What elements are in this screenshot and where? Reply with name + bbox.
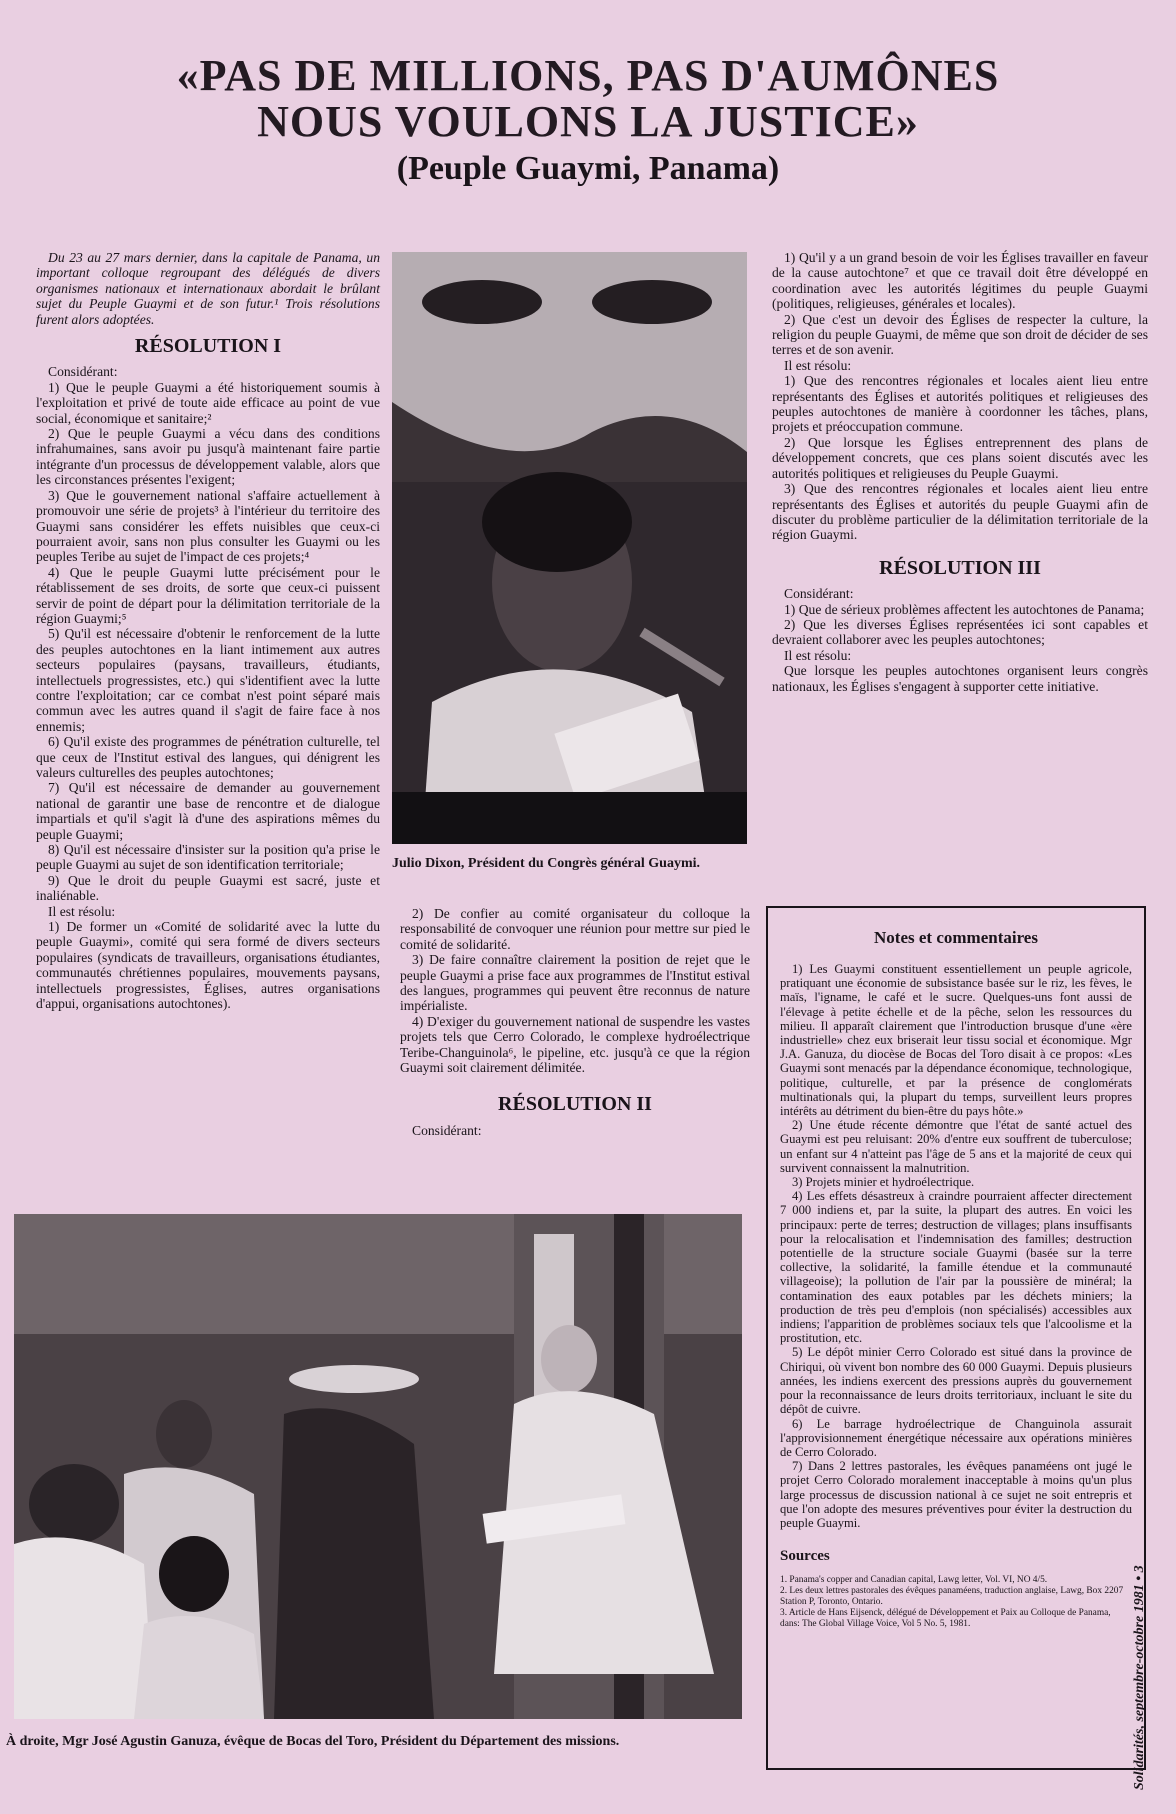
res3-item: 2) Que les diverses Églises représentées ici sont capables et devraient collaborer avec les peuples autochtones; [772,616,1148,648]
source-item: 3. Article de Hans Eijsenck, délégué de Développement et Paix au Colloque de Panama, dans: The Global Village Voice, Vol 5 No. 5, 1981. [780,1608,1111,1630]
note-item: 4) Les effets désastreux à craindre pourraient affecter directement 7 000 indiens et, par la suite, la plupart des autres. En voici les principaux: perte de terres; destruction de villages; plans insuffisants pour la relocalisation et l'indemnisation des familles; destruction potentielle de la structure sociale Guaymi (basée sur la terre collective, la solidarité, la famille étendue et la communauté villageoise); la pollution de l'air par la poussière de minéral; la contamination des eaux potables par les déchets miniers; la production de très peu d'emplois (non spécialisés) accessibles aux indiens; l'apparition de problèmes sociaux tels que l'alcoolisme et la prostitution, etc. [780,1189,1132,1346]
note-item: 6) Le barrage hydroélectrique de Changuinola assurait l'approvisionnement énergétique nécessaire aux opérations minières de Cerro Colorado. [780,1416,1132,1459]
note-item: 3) Projets minier et hydroélectrique. [792,1175,975,1190]
headline-line-2: NOUS VOULONS LA JUSTICE» [257,97,919,146]
note-item: 5) Le dépôt minier Cerro Colorado est situé dans la province de Chiriqui, où vivent bon nombre des 60 000 Guaymi. Depuis plusieurs années, les indiens exercent des pressions auprès du gouvernement pour la reconnaissance de leurs droits territoriaux, incluant le site du dépôt de cuivre. [780,1345,1132,1417]
res1-item: 1) Que le peuple Guaymi a été historiquement soumis à l'exploitation et privé de toute aide efficace au point de vue social, économique et sanitaire;² [36,379,380,426]
note-item: 7) Dans 2 lettres pastorales, les évêques panaméens ont jugé le projet Cerro Colorado moralement inacceptable à moins qu'un plus large processus de discussion national à ce sujet ne soit entrepris et que l'on adopte des mesures préventives pour éviter la destruction du peuple Guaymi. [780,1459,1132,1530]
res3-resolu-text: Que lorsque les peuples autochtones organisent leurs congrès nationaux, les Églises s'engagent à supporter cette initiative. [772,663,1148,694]
res1-item: 5) Qu'il est nécessaire d'obtenir le renforcement de la lutte des peuples autochtones en la liant intimement aux autres secteurs populaires (paysans, travailleurs, étudiants, intellectuels progressistes, etc.) qui s'identifient avec la lutte contre l'exploitation; car ce combat n'est point séparé mais commun avec les autres quand il s'agit de faire face à nos ennemis; [36,626,380,734]
res2-item: 1) Qu'il y a un grand besoin de voir les Églises travailler en faveur de la cause autochtone⁷ et que ce travail doit être développé en coordination avec les autorités légitimes du peuple Guaymi (politiques, religieuses, générales et locales). [772,250,1148,312]
left-column [36,250,380,1012]
headline-line-1: «PAS DE MILLIONS, PAS D'AUMÔNES [176,51,1000,100]
res1-resolu-item: 3) De faire connaître clairement la position de rejet que le peuple Guaymi a prise face aux programmes de l'Institut estival des langues, programmes qui peuvent être reconnus de nature impérialiste. [400,952,750,1014]
footer-publication: Solidarités, septembre-octobre 1981 • 3 [1132,1565,1147,1790]
notes-list [780,962,1132,1530]
res1-item: 9) Que le droit du peuple Guaymi est sacré, juste et inaliénable. [36,872,380,904]
source-item: 1. Panama's copper and Canadian capital, Lawg letter, Vol. VI, NO 4/5. [780,1575,1048,1586]
sources-title: Sources [780,1548,830,1565]
note-item: 2) Une étude récente démontre que l'état de santé actuel des Guaymi est peu reluisant: 20% d'entre eux souffrent de tuberculose; un enfant sur 4 n'atteint pas l'âge de 5 ans et la majorité de ceux qui survivent connaissent la malnutrition. [780,1118,1132,1175]
photo-placeholder [14,1214,742,1719]
resolution-2-heading: RÉSOLUTION II [498,1093,652,1116]
res1-item: 3) Que le gouvernement national s'affaire actuellement à promouvoir une série de projets³ à l'intérieur du territoire des Guaymi sans considérer les effets nuisibles que ceux-ci pourraient avoir, sans non plus consulter les Guaymi ou les peuples Teribe au sujet de l'impact de ces projets;⁴ [36,487,380,565]
res2-resolu-item: 1) Que des rencontres régionales et locales aient lieu entre représentants des Églises et autorités politiques et religieuses des peuples autochtones de manière à coordonner les tâches, plans, projets et préoccupation commune. [772,373,1148,435]
res2-resolu-item: 3) Que des rencontres régionales et locales aient lieu entre représentants des Églises et autorités du peuple Guaymi afin de discuter du problème particulier de la délimitation territoriale de la région Guaymi. [772,481,1148,543]
notes-box [766,906,1146,1770]
res1-item: 6) Qu'il existe des programmes de pénétration culturelle, tel que ceux de l'Institut estival des langues, qui dénigrent les valeurs culturelles des peuples autochtones; [36,734,380,780]
res2-considerant: Considérant: [412,1122,482,1138]
right-column [772,250,1148,694]
photo-mgr-ganuza [14,1214,742,1719]
source-item: 2. Les deux lettres pastorales des évêques panaméens, traduction anglaise, Lawg, Box 2207 Station P, Toronto, Ontario. [780,1586,1124,1608]
res3-resolu: Il est résolu: [784,647,852,663]
photo-julio-dixon [392,252,747,844]
photo-placeholder [392,252,747,844]
caption-julio-dixon: Julio Dixon, Président du Congrès général Guaymi. [392,856,701,871]
intro-paragraph: Du 23 au 27 mars dernier, dans la capitale de Panama, un important colloque regroupant des délégués de divers organismes nationaux et internationaux abordait le brûlant sujet du Peuple Guaymi et de son futur.¹ Trois résolutions furent alors adoptées. [36,250,380,327]
res1-item: 8) Qu'il est nécessaire d'insister sur la position qu'a prise le peuple Guaymi au sujet de son identification territoriale; [36,842,380,873]
subtitle: (Peuple Guaymi, Panama) [396,150,780,187]
resolution-3-heading: RÉSOLUTION III [879,556,1041,579]
res1-item: 4) Que le peuple Guaymi lutte précisément pour le rétablissement de ses droits, de sorte que ceux-ci puissent servir de point de départ pour la délimitation territoriale de la région Guaymi;⁵ [36,564,380,626]
notes-title: Notes et commentaires [874,928,1038,947]
res2-resolu-item: 2) Que lorsque les Églises entreprennent des plans de développement concrets, que ces plans soient discutés avec les autorités politiques et religieuses du Peuple Guaymi. [772,434,1148,481]
note-item: 1) Les Guaymi constituent essentiellement un peuple agricole, pratiquant une économie de subsistance basée sur le riz, les fèves, le maïs, l'igname, le café et le sucre. Quelques-uns font aussi de l'élevage à petite échelle et de la pêche, selon les ressources du milieu. Il apparaît clairement que l'introduction brusque d'une «ère industrielle» chez eux briserait leur tissu social et économique. Mgr J.A. Ganuza, du diocèse de Bocas del Toro disait à ce propos: «Les Guaymi sont menacés par la dépendance économique, technologique, politique, culturelle, et par la présence de conglomérats multinationals qui, la plupart du temps, surveillent leurs propres intérêts au détriment du bien-être du pays hôte.» [780,962,1132,1119]
res1-resolu-item: 1) De former un «Comité de solidarité avec la lutte du peuple Guaymi», comité qui sera formé de divers secteurs populaires (syndicats de travailleurs, organisations étudiantes, communautés chrétiennes populaires, mouvements paysans, intellectuels progressistes, Églises, autres organisations d'appui, organisations autochtones). [36,919,380,1012]
caption-mgr-ganuza: À droite, Mgr José Agustin Ganuza, évêque de Bocas del Toro, Président du Département des missions. [6,1734,620,1749]
resolution-1-heading: RÉSOLUTION I [134,335,282,358]
res3-considerant: Considérant: [784,586,854,602]
res1-resolu-item: 2) De confier au comité organisateur du colloque la responsabilité de convoquer une réunion pour mettre sur pied le comité de solidarité. [400,906,750,952]
res2-item: 2) Que c'est un devoir des Églises de respecter la culture, la religion du peuple Guaymi, de même que son droit de décider de ses terres et de son avenir. [772,311,1148,358]
res1-resolu-item: 4) D'exiger du gouvernement national de suspendre les vastes projets tels que Cerro Colorado, le complexe hydroélectrique Teribe-Changuinola⁶, le pipeline, etc. jusqu'à ce que la région Guaymi soit clairement délimitée. [400,1013,750,1076]
res2-resolu: Il est résolu: [784,357,852,373]
res3-item: 1) Que de sérieux problèmes affectent les autochtones de Panama; [784,601,1145,617]
res1-resolu: Il est résolu: [48,903,116,919]
middle-column [400,906,750,1138]
res1-item: 2) Que le peuple Guaymi a vécu dans des conditions infrahumaines, sans avoir pu jusqu'à maintenant faire partie intégrante d'un processus de développement valable, alors que les circonstances présentes l'exigent; [36,426,380,488]
res1-considerant: Considérant: [48,364,118,380]
res1-item: 7) Qu'il est nécessaire de demander au gouvernement national de garantir une base de rencontre et de dialogue impartials et qu'il s'agit là d'une des aspirations mêmes du peuple Guaymi; [36,780,380,842]
